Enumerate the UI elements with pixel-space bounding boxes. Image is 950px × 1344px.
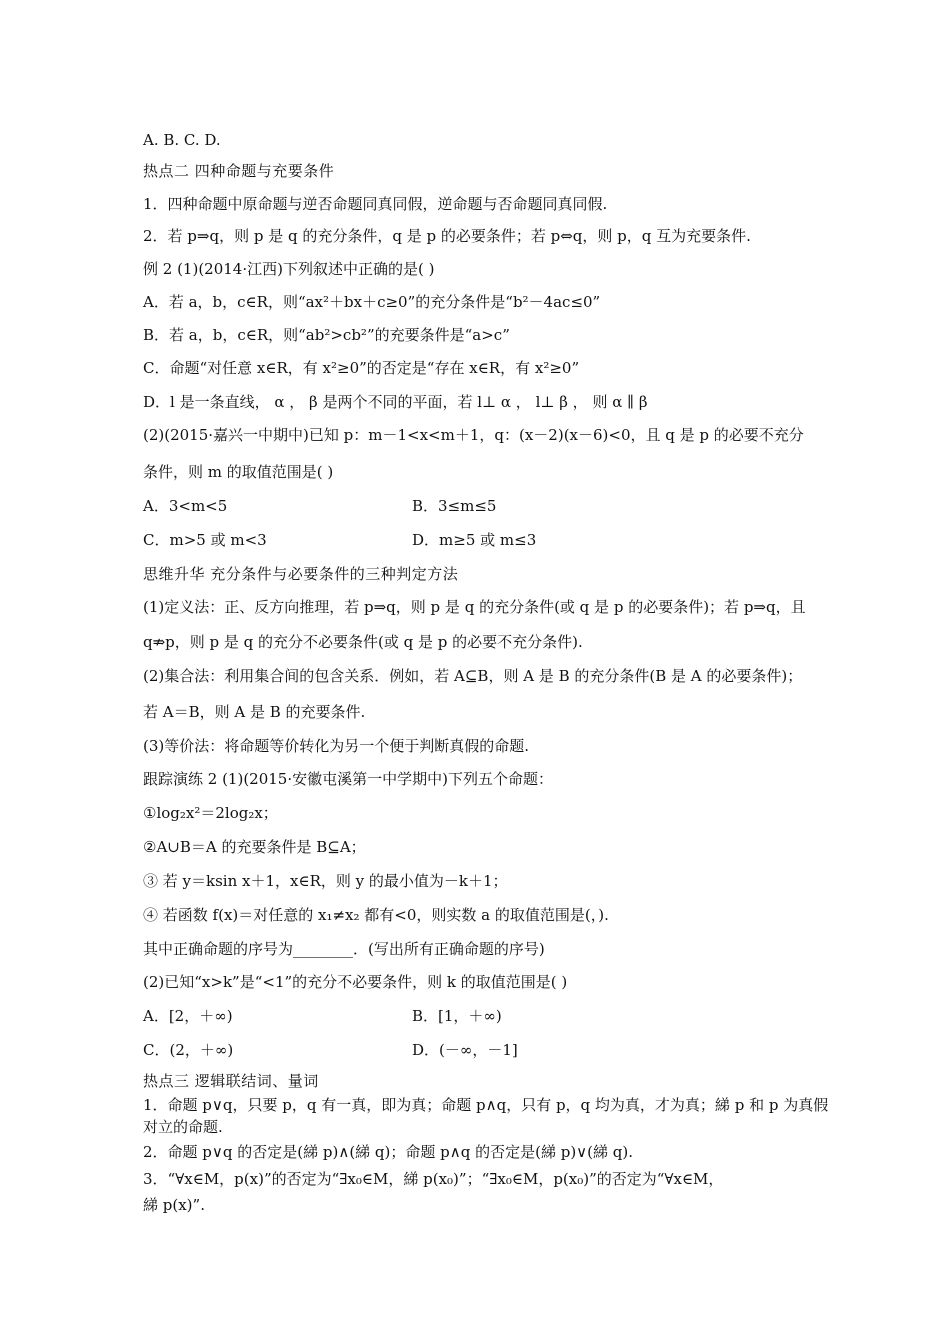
logic-point-1-cont: 对立的命题.: [143, 1118, 223, 1136]
logic-point-2: 2．命题 p∨q 的否定是(綈 p)∧(綈 q)；命题 p∧q 的否定是(綈 p)∨(綈 q).: [143, 1143, 634, 1161]
method-2-set: (2)集合法：利用集合间的包含关系．例如，若 A⊆B，则 A 是 B 的充分条件(B 是 A 的必要条件)；: [143, 667, 803, 685]
statement-1: ①log₂x²＝2log₂x；: [143, 804, 278, 822]
options-row-ab: [143, 495, 823, 517]
options-row-cd-2: [143, 1039, 823, 1061]
example-2-part-2-cont: 条件，则 m 的取值范围是( ): [143, 463, 334, 481]
method-1-definition: (1)定义法：正、反方向推理，若 p⇒q，则 p 是 q 的充分条件(或 q 是 p 的必要条件)；若 p⇒q，且: [143, 598, 806, 616]
example-2-option-a: A．若 a，b，c∈R，则“ax²＋bx＋c≥0”的充分条件是“b²－4ac≤0”: [143, 293, 601, 311]
logic-point-1: 1．命题 p∨q，只要 p，q 有一真，即为真；命题 p∧q，只有 p，q 均为真，才为真；綈 p 和 p 为真假: [143, 1096, 829, 1114]
section-heading-thinking: 思维升华 充分条件与必要条件的三种判定方法: [143, 565, 459, 583]
option-c: C．m>5 或 m<3: [143, 531, 267, 549]
example-2-option-c: C．命题“对任意 x∈R，有 x²≥0”的否定是“存在 x∈R，有 x²≥0”: [143, 359, 580, 377]
practice-2-question: 跟踪演练 2 (1)(2015·安徽屯溪第一中学期中)下列五个命题：: [143, 770, 553, 788]
statement-4: ④ 若函数 f(x)＝对任意的 x₁≠x₂ 都有<0，则实数 a 的取值范围是(，).: [143, 906, 609, 924]
logic-point-3: 3．“∀x∈M，p(x)”的否定为“∃x₀∈M，綈 p(x₀)”；“∃x₀∈M，p(x₀)”的否定为“∀x∈M，: [143, 1170, 724, 1188]
option-a-2: A．[2，＋∞): [143, 1007, 233, 1025]
option-d-2: D．(－∞，－1]: [412, 1041, 518, 1059]
method-2-set-cont: 若 A＝B，则 A 是 B 的充要条件.: [143, 703, 366, 721]
section-heading-hotspot-3: 热点三 逻辑联结词、量词: [143, 1072, 319, 1090]
example-2-option-d: D．l 是一条直线， α ， β 是两个不同的平面，若 l⊥ α ， l⊥ β ， 则 α ∥ β: [143, 393, 648, 411]
example-2-part-2: (2)(2015·嘉兴一中期中)已知 p：m－1<x<m＋1，q：(x－2)(x－6)<0，且 q 是 p 的必要不充分: [143, 426, 804, 444]
paragraph-point-1: 1．四种命题中原命题与逆否命题同真同假，逆命题与否命题同真同假.: [143, 195, 608, 213]
section-heading-hotspot-2: 热点二 四种命题与充要条件: [143, 162, 335, 180]
previous-answer-options: A. B. C. D.: [143, 131, 221, 149]
method-3-equivalence: (3)等价法：将命题等价转化为另一个便于判断真假的命题.: [143, 737, 530, 755]
options-row-ab-2: [143, 1005, 823, 1027]
logic-point-3-cont: 綈 p(x)”.: [143, 1196, 205, 1214]
practice-2-part-2: (2)已知“x>k”是“<1”的充分不必要条件，则 k 的取值范围是( ): [143, 973, 568, 991]
option-b-2: B．[1，＋∞): [412, 1007, 502, 1025]
statement-2: ②A∪B＝A 的充要条件是 B⊆A；: [143, 838, 366, 856]
option-c-2: C．(2，＋∞): [143, 1041, 234, 1059]
option-a: A．3<m<5: [143, 497, 228, 515]
answer-prompt: 其中正确命题的序号为________．(写出所有正确命题的序号): [143, 940, 545, 958]
statement-3: ③ 若 y＝ksin x＋1，x∈R，则 y 的最小值为－k＋1；: [143, 872, 508, 890]
example-2-option-b: B．若 a，b，c∈R，则“ab²>cb²”的充要条件是“a>c”: [143, 326, 510, 344]
method-1-definition-cont: q⇏p，则 p 是 q 的充分不必要条件(或 q 是 p 的必要不充分条件).: [143, 633, 583, 651]
option-b: B．3≤m≤5: [412, 497, 497, 515]
option-d: D．m≥5 或 m≤3: [412, 531, 537, 549]
paragraph-point-2: 2．若 p⇒q，则 p 是 q 的充分条件，q 是 p 的必要条件；若 p⇔q，则 p，q 互为充要条件.: [143, 227, 751, 245]
options-row-cd: [143, 529, 823, 551]
example-2-question: 例 2 (1)(2014·江西)下列叙述中正确的是( ): [143, 260, 435, 278]
